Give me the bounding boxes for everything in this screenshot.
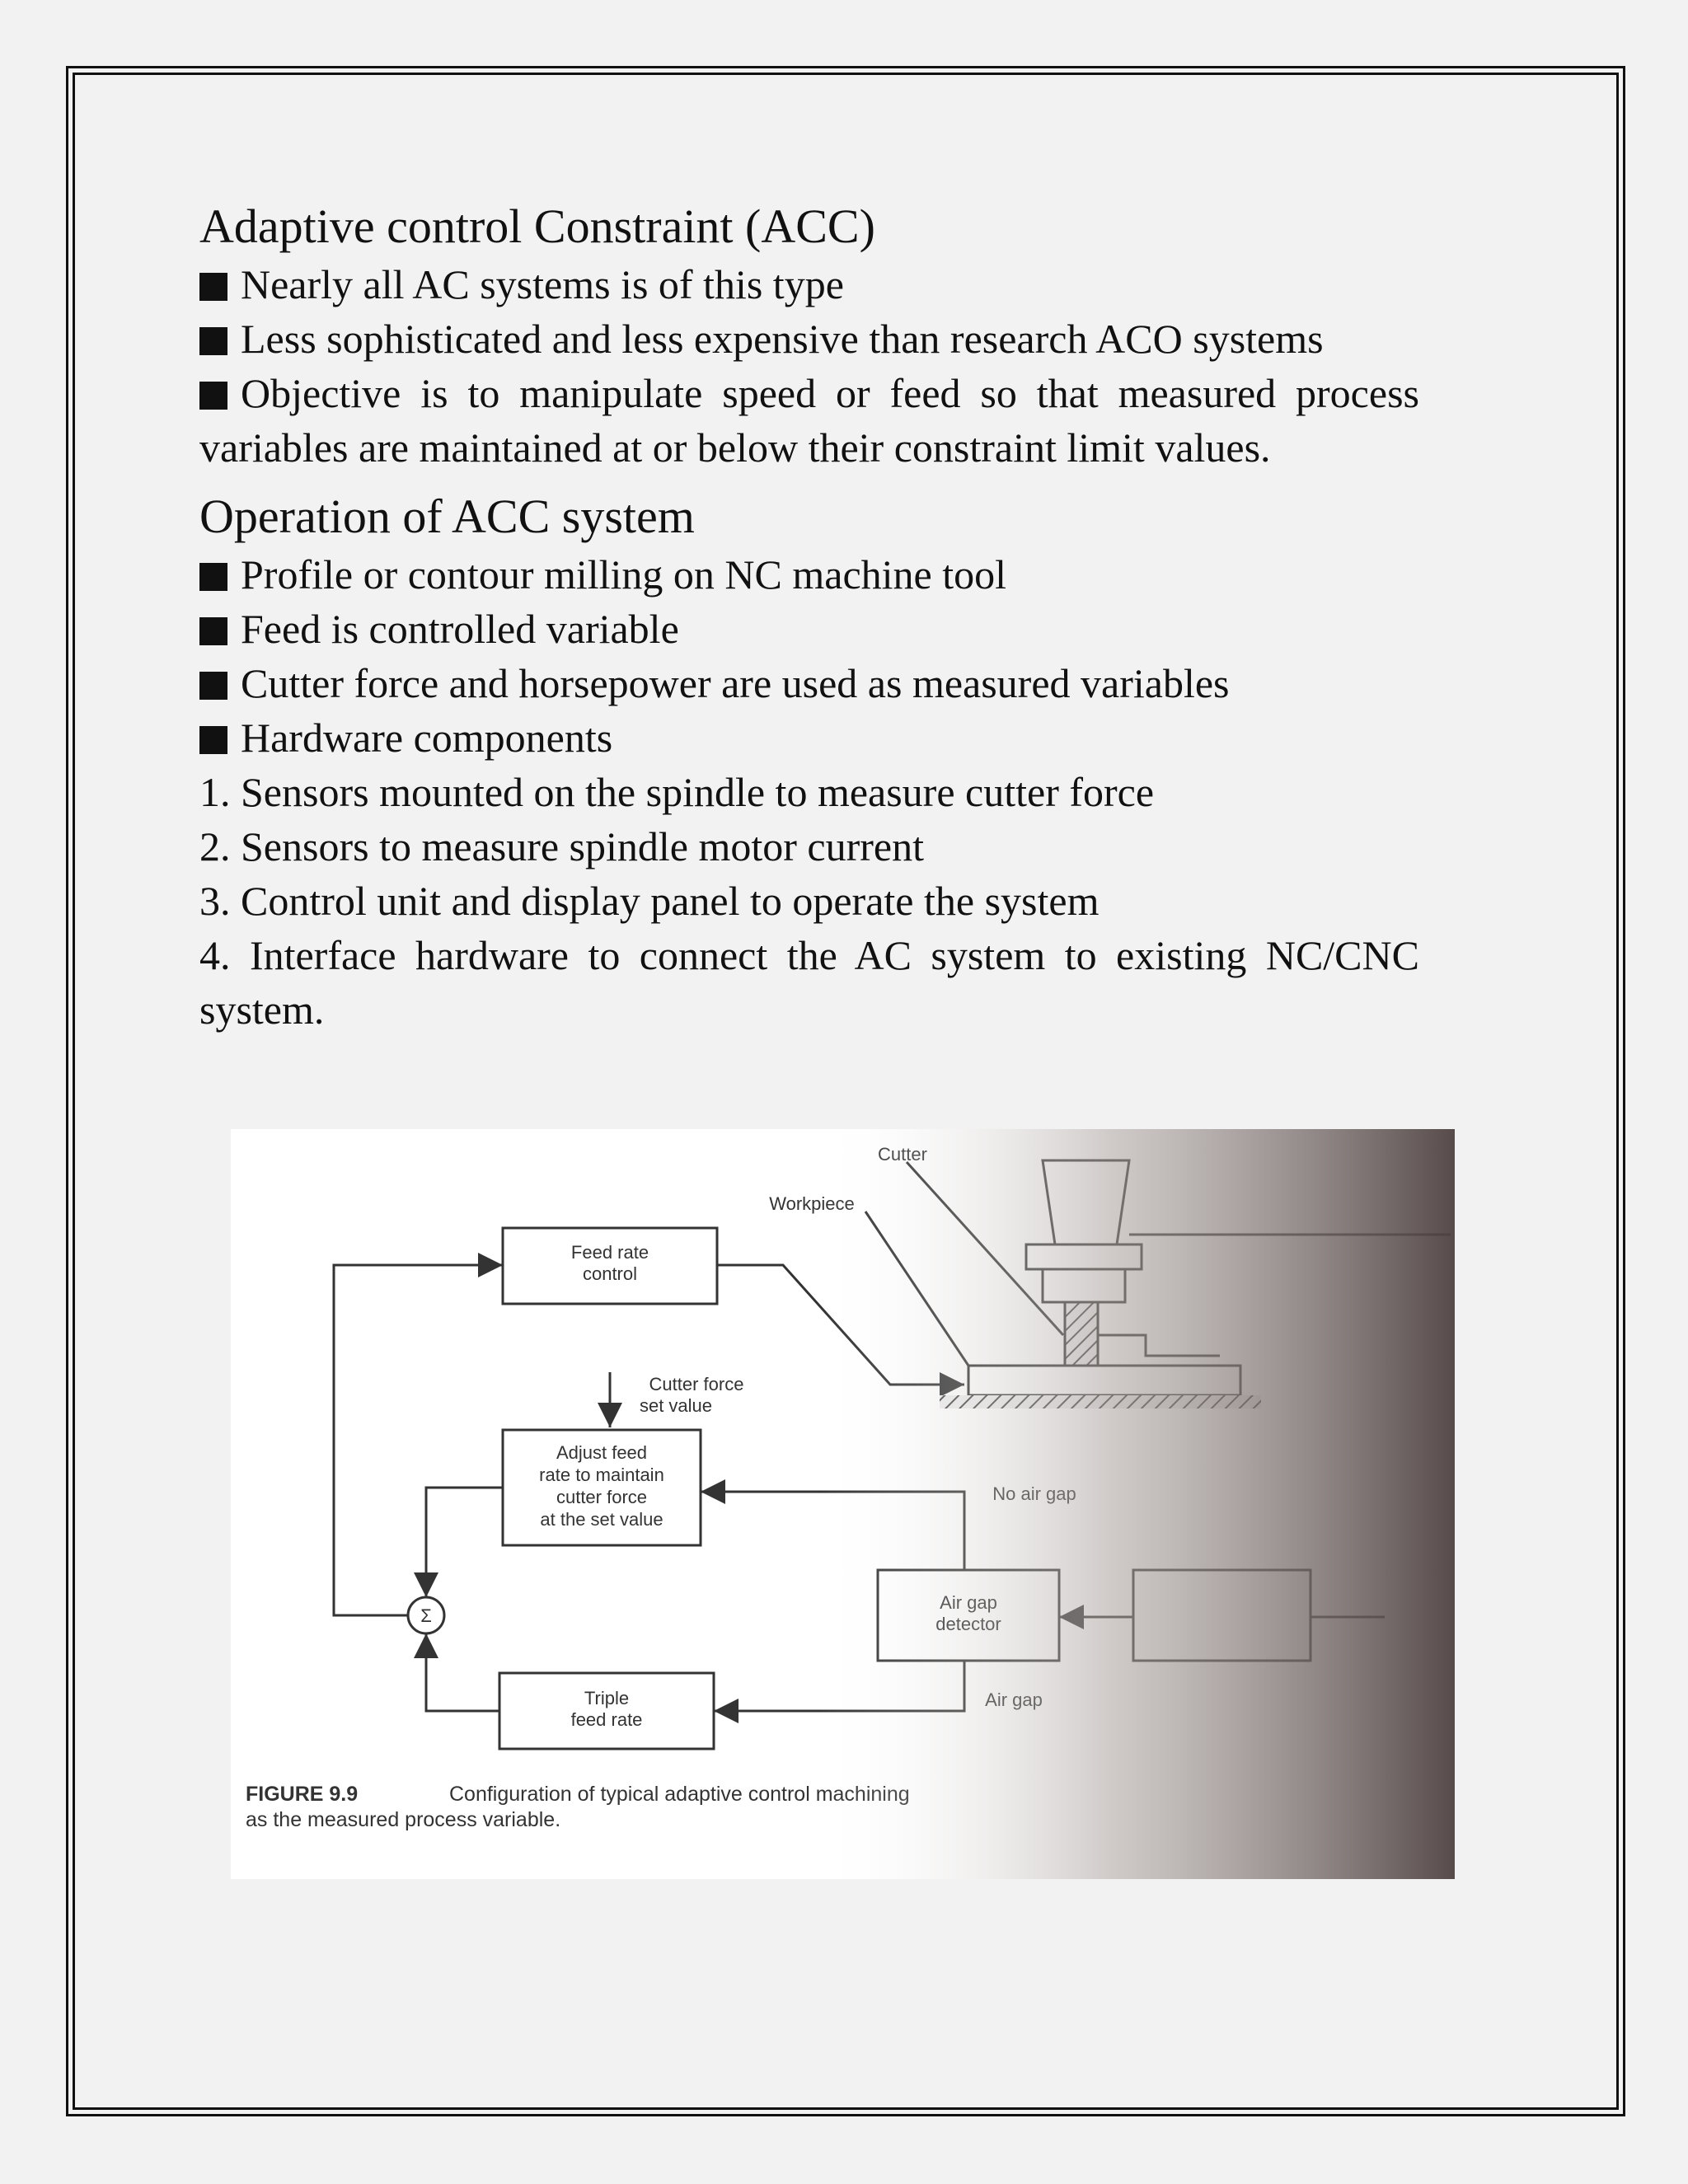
bullet-item	[199, 710, 1419, 765]
numbered-item: 2. Sensors to measure spindle motor current	[199, 823, 924, 869]
bullet-item	[199, 656, 1419, 710]
bullet-text: Objective is to manipulate speed or feed so that measured process variables are maintained at or below their constraint limit values.	[199, 370, 1419, 471]
square-bullet-icon	[199, 563, 227, 591]
bullet-item	[199, 602, 1419, 656]
numbered-item: 1. Sensors mounted on the spindle to measure cutter force	[199, 769, 1155, 815]
section-title-acc: Adaptive control Constraint (ACC)	[199, 199, 875, 253]
bullet-text: Hardware components	[241, 715, 613, 761]
square-bullet-icon	[199, 327, 227, 355]
bullet-text: Feed is controlled variable	[241, 606, 679, 652]
bullet-text: Less sophisticated and less expensive than research ACO systems	[241, 316, 1324, 362]
figure-adaptive-control-diagram	[231, 1129, 1455, 1879]
square-bullet-icon	[199, 726, 227, 754]
bullet-text: Cutter force and horsepower are used as measured variables	[241, 660, 1230, 706]
square-bullet-icon	[199, 617, 227, 645]
page-content	[199, 196, 1419, 1037]
photo-shadow-overlay	[231, 1129, 1455, 1879]
numbered-item: 3. Control unit and display panel to operate the system	[199, 878, 1100, 924]
section-title-operation: Operation of ACC system	[199, 490, 695, 543]
bullet-item	[199, 547, 1419, 602]
bullet-text: Nearly all AC systems is of this type	[241, 261, 844, 307]
square-bullet-icon	[199, 382, 227, 410]
bullet-item	[199, 257, 1419, 312]
square-bullet-icon	[199, 672, 227, 700]
block-diagram	[231, 1129, 1455, 1879]
numbered-item: 4. Interface hardware to connect the AC system to existing NC/CNC system.	[199, 932, 1419, 1033]
bullet-item	[199, 312, 1419, 366]
square-bullet-icon	[199, 273, 227, 301]
bullet-text: Profile or contour milling on NC machine tool	[241, 551, 1007, 598]
bullet-item	[199, 366, 1419, 475]
